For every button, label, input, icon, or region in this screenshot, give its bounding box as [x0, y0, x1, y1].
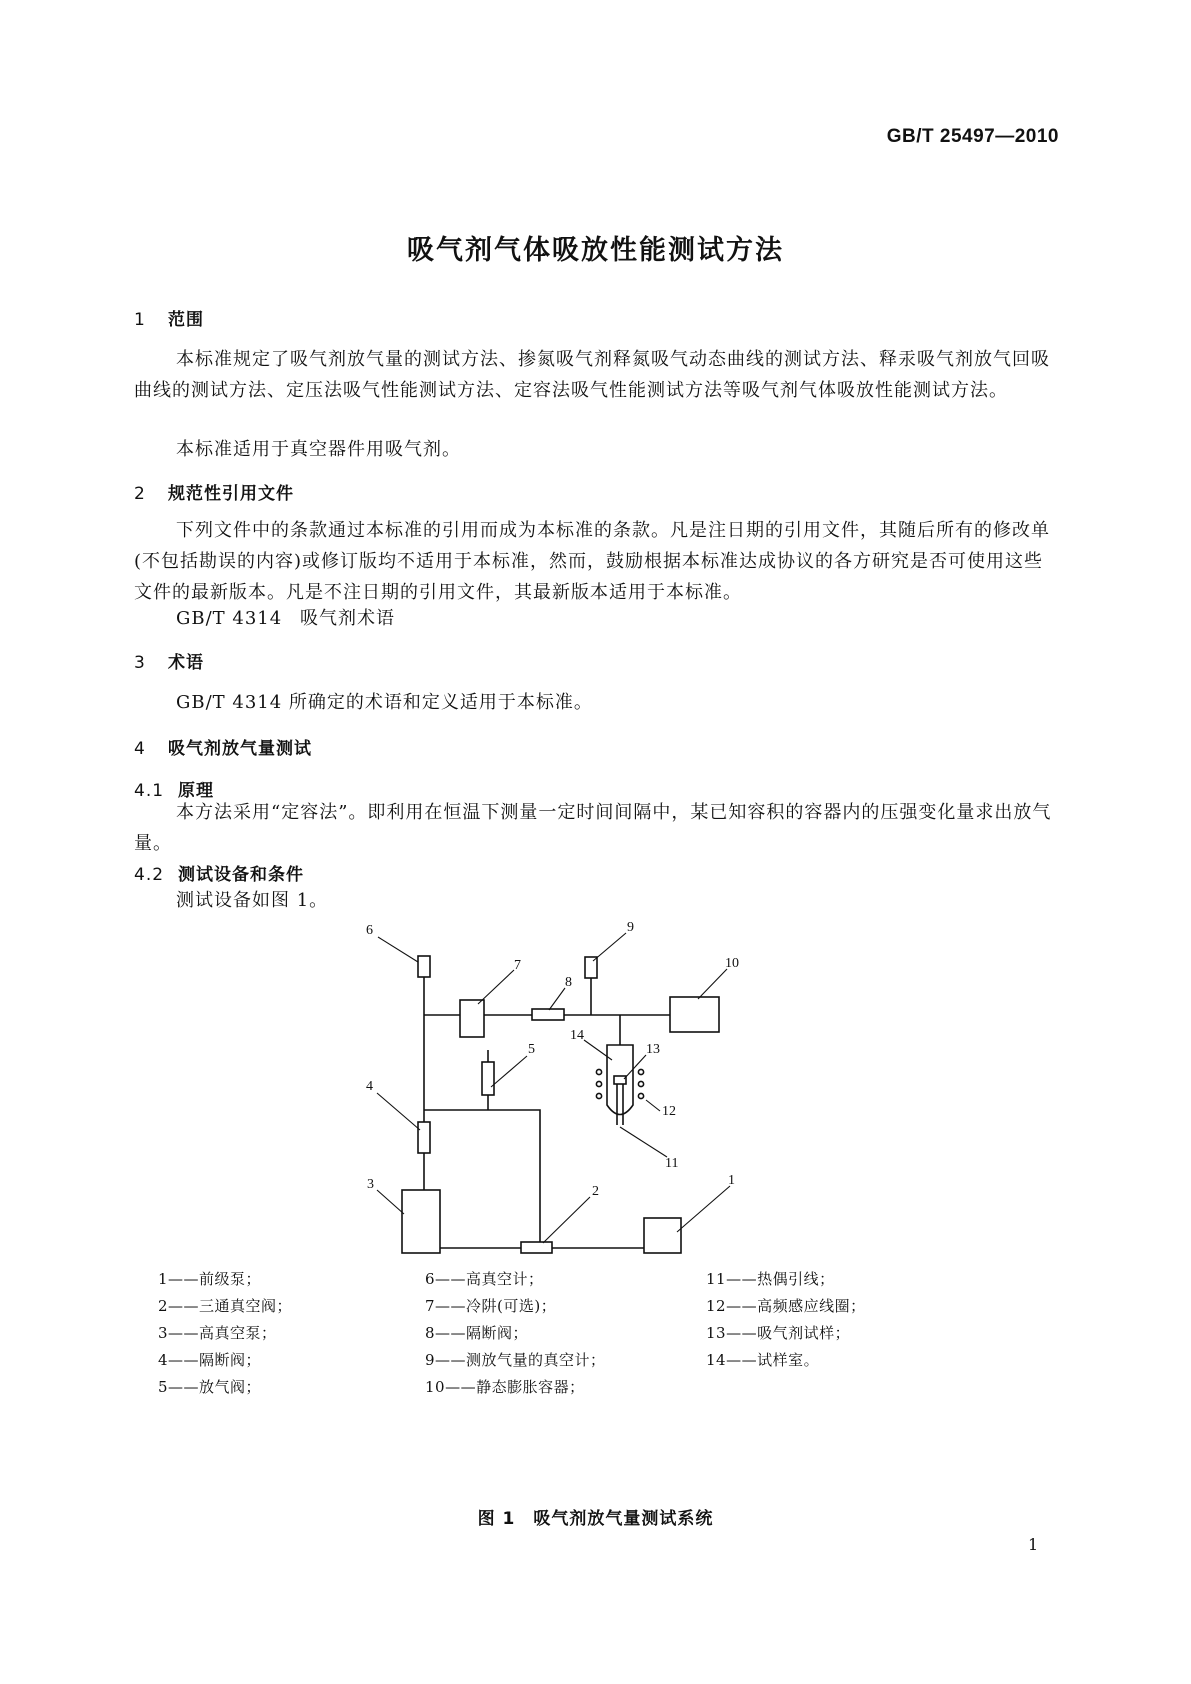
section-4-heading	[134, 734, 312, 759]
section-number: 2	[134, 484, 146, 504]
leader-6	[378, 937, 418, 962]
label-5: 5	[528, 1042, 535, 1057]
legend-item: 12——高频感应线圈；	[706, 1297, 866, 1315]
legend-item: 1——前级泵；	[158, 1270, 262, 1288]
leader-2	[543, 1197, 590, 1243]
label-7: 7	[514, 958, 521, 973]
three-way-valve-2	[521, 1242, 552, 1253]
section-number: 4.1	[134, 781, 165, 801]
legend-item: 14——试样室。	[706, 1351, 820, 1369]
label-9: 9	[627, 920, 634, 935]
label-11: 11	[665, 1156, 679, 1171]
section-1-paragraph-1: 本标准规定了吸气剂放气量的测试方法、掺氮吸气剂释氮吸气动态曲线的测试方法、释汞吸气剂放气回吸曲线的测试方法、定压法吸气性能测试方法、定容法吸气性能测试方法等吸气剂气体吸放性能测试方法。	[134, 349, 1050, 401]
leader-7	[478, 970, 514, 1004]
leader-5	[491, 1056, 527, 1087]
section-title: 原理	[178, 781, 214, 801]
section-title: 规范性引用文件	[168, 484, 294, 504]
label-14: 14	[570, 1028, 584, 1043]
label-6: 6	[366, 923, 373, 938]
label-1: 1	[728, 1173, 735, 1188]
label-2: 2	[592, 1184, 599, 1199]
legend-item: 6——高真空计；	[425, 1270, 544, 1288]
section-title: 测试设备和条件	[178, 865, 304, 885]
fore-pump-1	[644, 1218, 681, 1253]
label-8: 8	[565, 975, 572, 990]
legend-item: 11——热偶引线；	[706, 1270, 835, 1288]
legend-item: 7——冷阱(可选)；	[425, 1297, 557, 1315]
isolation-valve-4	[418, 1122, 430, 1153]
coil-dot	[638, 1093, 643, 1098]
static-expansion-container-10	[670, 997, 719, 1032]
coil-dot	[596, 1093, 601, 1098]
high-vacuum-gauge-6	[418, 956, 430, 977]
leader-3	[377, 1190, 404, 1214]
coil-dot	[596, 1069, 601, 1074]
section-3-heading	[134, 648, 204, 673]
legend-item: 4——隔断阀；	[158, 1351, 262, 1369]
section-title: 术语	[168, 653, 204, 673]
section-1-heading	[134, 305, 204, 330]
test-system-diagram	[340, 910, 760, 1270]
leader-8	[549, 988, 565, 1010]
coil-dot	[638, 1081, 643, 1086]
legend-column-2	[425, 1266, 606, 1401]
leader-1	[677, 1186, 730, 1232]
cold-trap-7	[460, 1000, 484, 1037]
high-vacuum-pump-3	[402, 1190, 440, 1253]
legend-column-3	[706, 1266, 866, 1374]
section-1-paragraph-2: 本标准适用于真空器件用吸气剂。	[176, 439, 461, 460]
section-number: 3	[134, 653, 146, 673]
legend-item: 3——高真空泵；	[158, 1324, 277, 1342]
section-4-1-paragraph-1: 本方法采用“定容法”。即利用在恒温下测量一定时间间隔中，某已知容积的容器内的压强变化量求出放气量。	[134, 802, 1052, 854]
section-number: 4.2	[134, 865, 165, 885]
isolation-valve-8	[532, 1009, 564, 1020]
reference-title: 吸气剂术语	[300, 608, 395, 629]
legend-item: 10——静态膨胀容器；	[425, 1378, 585, 1396]
legend-item: 2——三通真空阀；	[158, 1297, 293, 1315]
section-title: 范围	[168, 310, 204, 330]
vent-valve-5	[482, 1062, 494, 1095]
label-3: 3	[367, 1177, 374, 1192]
leader-9	[593, 933, 626, 961]
coil-dot	[596, 1081, 601, 1086]
legend-column-1	[158, 1266, 292, 1401]
section-number: 4	[134, 739, 146, 759]
section-number: 1	[134, 310, 146, 330]
normative-reference	[176, 604, 395, 630]
page-number: 1	[1028, 1535, 1039, 1554]
legend-item: 13——吸气剂试样；	[706, 1324, 851, 1342]
outgassing-gauge-9	[585, 957, 597, 978]
label-12: 12	[662, 1104, 676, 1119]
leader-10	[698, 969, 727, 999]
leader-11	[620, 1127, 667, 1157]
figure-caption: 图 1 吸气剂放气量测试系统	[477, 1509, 714, 1529]
getter-sample-13	[614, 1076, 626, 1084]
section-2-heading	[134, 479, 294, 504]
section-4-2-paragraph-1: 测试设备如图 1。	[176, 890, 329, 911]
coil-dot	[638, 1069, 643, 1074]
section-title: 吸气剂放气量测试	[168, 739, 312, 759]
section-4-2-heading	[134, 860, 304, 885]
standard-number: GB/T 25497—2010	[886, 126, 1059, 147]
label-10: 10	[725, 956, 739, 971]
leader-4	[377, 1093, 420, 1130]
legend-item: 9——测放气量的真空计；	[425, 1351, 606, 1369]
leader-12	[646, 1100, 660, 1111]
page-title: 吸气剂气体吸放性能测试方法	[407, 235, 784, 266]
reference-code: GB/T 4314	[176, 608, 283, 629]
bypass-pipe	[424, 1110, 540, 1242]
legend-item: 8——隔断阀；	[425, 1324, 529, 1342]
label-4: 4	[366, 1079, 373, 1094]
label-13: 13	[646, 1042, 660, 1057]
section-2-paragraph-1: 下列文件中的条款通过本标准的引用而成为本标准的条款。凡是注日期的引用文件，其随后所有的修改单(不包括勘误的内容)或修订版均不适用于本标准，然而，鼓励根据本标准达成协议的各方研究是否可使用这些文件的最新版本。凡是不注日期的引用文件，其最新版本适用于本标准。	[134, 520, 1050, 603]
legend-item: 5——放气阀；	[158, 1378, 262, 1396]
section-3-paragraph-1: GB/T 4314 所确定的术语和定义适用于本标准。	[176, 692, 593, 713]
